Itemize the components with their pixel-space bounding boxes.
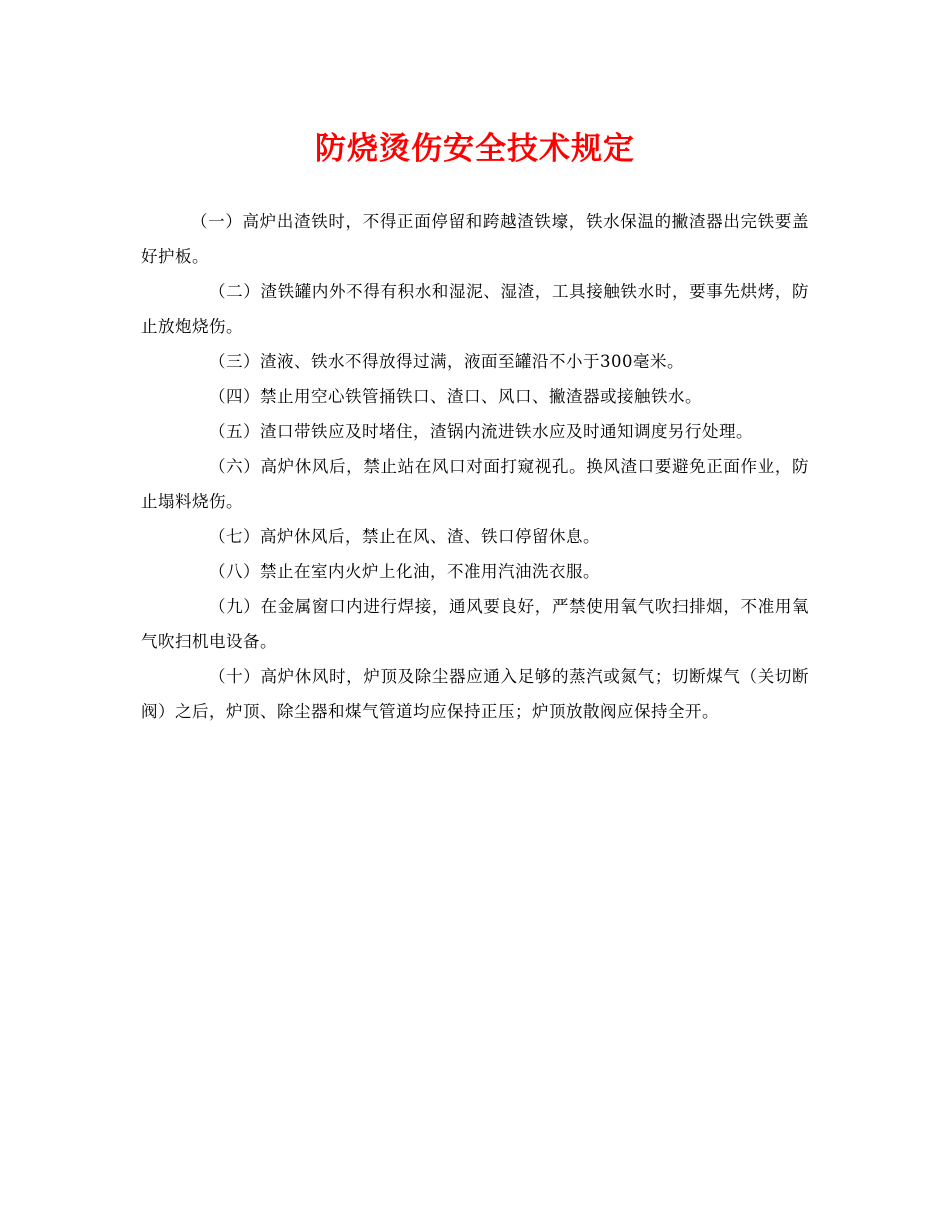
paragraph-9: （九）在金属窗口内进行焊接，通风要良好，严禁使用氧气吹扫排烟，不准用氧气吹扫机电设备。 (141, 597, 809, 651)
paragraph-1: （一）高炉出渣铁时，不得正面停留和跨越渣铁壕，铁水保温的撇渣器出完铁要盖好护板。 (141, 212, 809, 266)
paragraph-4: （四）禁止用空心铁管捅铁口、渣口、风口、撇渣器或接触铁水。 (209, 387, 702, 406)
document-title: 防烧烫伤安全技术规定 (315, 131, 635, 167)
paragraph-6: （六）高炉休风后，禁止站在风口对面打窥视孔。换风渣口要避免正面作业，防止塌料烧伤。 (141, 457, 809, 511)
paragraph-8: （八）禁止在室内火炉上化油，不准用汽油洗衣服。 (209, 562, 600, 581)
paragraph-3: （三）渣液、铁水不得放得过满，液面至罐沿不小于300毫米。 (209, 352, 684, 371)
paragraph-10: （十）高炉休风时，炉顶及除尘器应通入足够的蒸汽或氮气；切断煤气（关切断阀）之后，炉顶、除尘器和煤气管道均应保持正压；炉顶放散阀应保持全开。 (141, 667, 809, 721)
paragraph-5: （五）渣口带铁应及时堵住，渣锅内流进铁水应及时通知调度另行处理。 (209, 422, 753, 441)
document-body (141, 204, 809, 729)
paragraph-2: （二）渣铁罐内外不得有积水和湿泥、湿渣，工具接触铁水时，要事先烘烤，防止放炮烧伤。 (141, 282, 809, 336)
paragraph-7: （七）高炉休风后，禁止在风、渣、铁口停留休息。 (209, 527, 600, 546)
